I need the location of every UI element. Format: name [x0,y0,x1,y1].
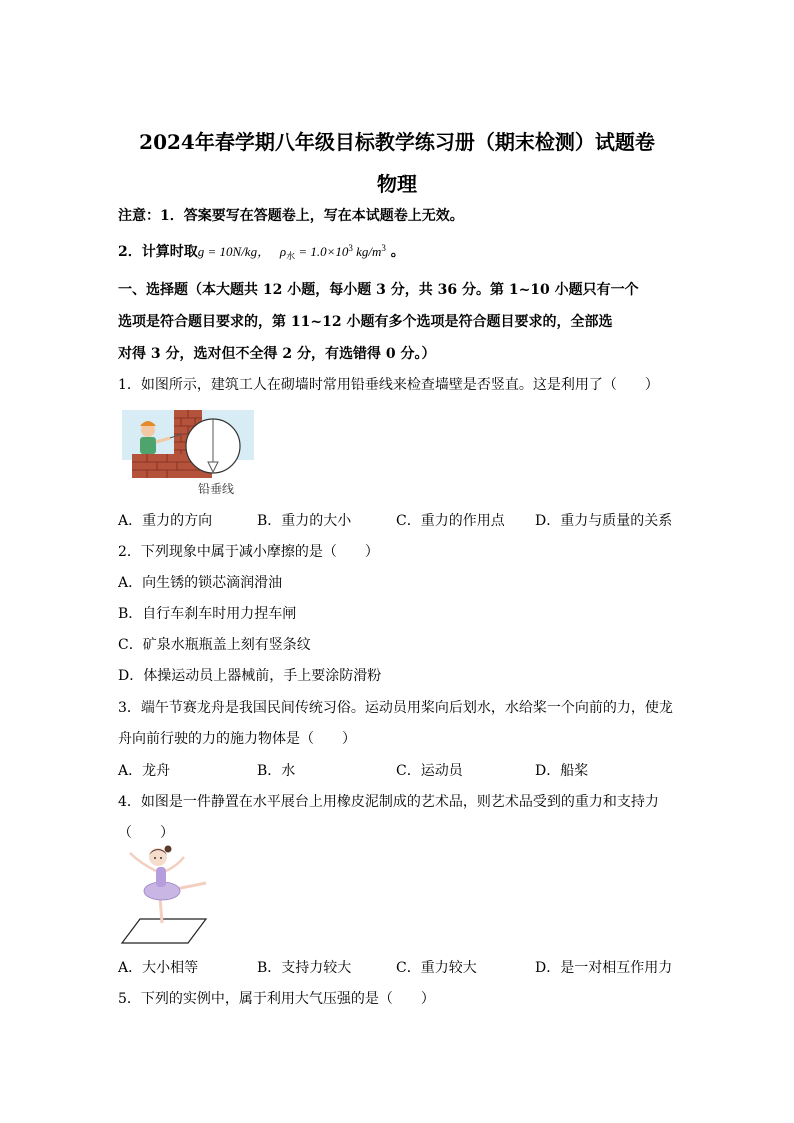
water-density-symbol [280,244,386,259]
q2-option-a: A．向生锈的锁芯滴润滑油 [118,575,283,591]
note-1: 注意：1．答案要写在答题卷上，写在本试题卷上无效。 [118,208,464,224]
exam-title: 2024年春学期八年级目标教学练习册（期末检测）试题卷 [139,130,655,154]
q4-option-d: D．是一对相互作用力 [535,960,673,976]
q4-option-b: B．支持力较大 [257,960,352,976]
section-1-line-3: 对得 3 分，选对但不全得 2 分，有选错得 0 分。） [118,346,436,362]
section-1-line-1: 一、选择题（本大题共 12 小题，每小题 3 分，共 36 分。第 1~10 小题只有一个 [118,282,639,298]
ballerina-figure [118,843,214,947]
question-1-text: 1．如图所示，建筑工人在砌墙时常用铅垂线来检查墙壁是否竖直。这是利用了（ ） [118,377,659,393]
rho-subscript: 水 [286,251,296,261]
gravity-constant: g = 10N/kg， [197,244,271,259]
note-2-prefix: 2．计算时取 [118,244,198,260]
subject-title: 物理 [377,172,417,196]
note-2-end: 。 [385,244,405,260]
q4-option-a: A．大小相等 [118,960,199,976]
q2-option-d: D．体操运动员上器械前，手上要涂防滑粉 [118,668,382,684]
rho-unit-exponent: 3 [381,243,386,253]
q1-option-a: A．重力的方向 [118,513,213,529]
q3-option-b: B．水 [257,763,296,779]
plumb-line-figure [122,410,254,496]
q3-option-a: A．龙舟 [118,763,171,779]
q3-option-d: D．船桨 [535,763,589,779]
rho-unit: kg/m [352,244,382,259]
q1-option-b: B．重力的大小 [257,513,352,529]
question-3-line-2: 舟向前行驶的力的施力物体是（ ） [118,731,356,747]
q1-option-c: C．重力的作用点 [396,513,505,529]
question-3-line-1: 3．端午节赛龙舟是我国民间传统习俗。运动员用桨向后划水，水给桨一个向前的力，使龙 [118,700,673,716]
note-2 [118,241,405,262]
question-5-text: 5．下列的实例中，属于利用大气压强的是（ ） [118,991,435,1007]
question-4-line-2: （ ） [118,825,174,841]
rho-exponent: 3 [348,243,353,253]
q4-option-c: C．重力较大 [396,960,477,976]
question-4-line-1: 4．如图是一件静置在水平展台上用橡皮泥制成的艺术品，则艺术品受到的重力和支持力 [118,794,659,810]
q3-option-c: C．运动员 [396,763,463,779]
q2-option-c: C．矿泉水瓶瓶盖上刻有竖条纹 [118,637,311,653]
question-2-text: 2．下列现象中属于减小摩擦的是（ ） [118,544,379,560]
rho-value: = 1.0×10 [295,244,349,259]
q2-option-b: B．自行车刹车时用力捏车闸 [118,606,297,622]
section-1-line-2: 选项是符合题目要求的，第 11~12 小题有多个选项是符合题目要求的，全部选 [118,314,613,330]
plumb-line-label: 铅垂线 [198,482,235,496]
rho-symbol: ρ [279,244,287,259]
q1-option-d: D．重力与质量的关系 [535,513,673,529]
